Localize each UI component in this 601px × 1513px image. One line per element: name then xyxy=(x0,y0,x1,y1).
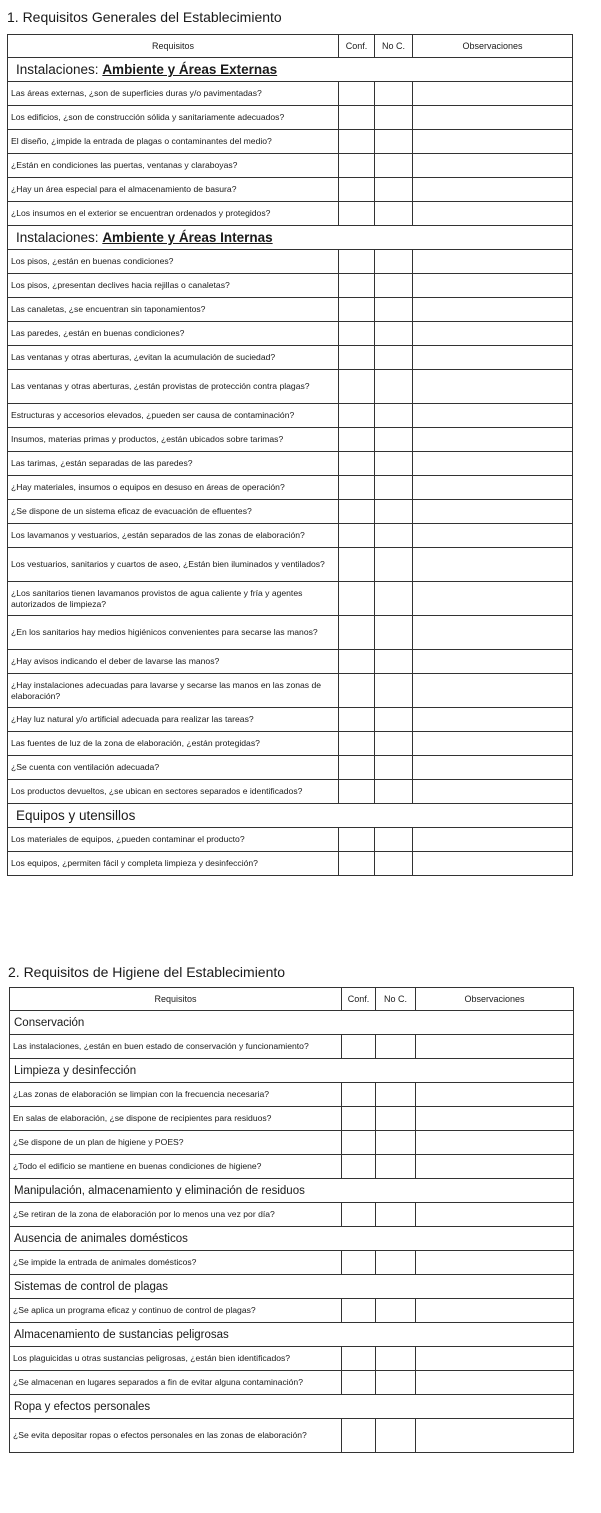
requirement-text: Las áreas externas, ¿son de superficies duras y/o pavimentadas? xyxy=(8,82,339,106)
group-title-prefix: Equipos y utensillos xyxy=(16,808,136,823)
observaciones-cell[interactable] xyxy=(413,476,573,500)
group-header xyxy=(8,226,573,250)
header-conf: Conf. xyxy=(339,35,375,58)
table-row xyxy=(8,756,573,780)
conf-cell[interactable] xyxy=(339,732,375,756)
table-row xyxy=(10,1299,574,1323)
group-title-prefix: Sistemas de control de plagas xyxy=(14,1280,169,1293)
no-c-cell[interactable] xyxy=(375,82,413,106)
requirement-text: Los equipos, ¿permiten fácil y completa limpieza y desinfección? xyxy=(8,852,339,876)
requirement-text: ¿Se evita depositar ropas o efectos personales en las zonas de elaboración? xyxy=(10,1419,342,1453)
requirement-text: ¿Las zonas de elaboración se limpian con la frecuencia necesaria? xyxy=(10,1083,342,1107)
table-row xyxy=(8,732,573,756)
conf-cell[interactable] xyxy=(339,852,375,876)
no-c-cell[interactable] xyxy=(375,274,413,298)
observaciones-cell[interactable] xyxy=(416,1251,574,1275)
observaciones-cell[interactable] xyxy=(413,82,573,106)
table-row xyxy=(8,404,573,428)
table-row xyxy=(8,476,573,500)
no-c-cell[interactable] xyxy=(375,202,413,226)
conf-cell[interactable] xyxy=(339,178,375,202)
group-header xyxy=(10,1275,574,1299)
group-header xyxy=(10,1395,574,1419)
no-c-cell[interactable] xyxy=(375,524,413,548)
table-row xyxy=(10,1203,574,1227)
table-row xyxy=(8,674,573,708)
observaciones-cell[interactable] xyxy=(413,828,573,852)
checklist-table-general xyxy=(7,34,573,876)
header-observaciones: Observaciones xyxy=(413,35,573,58)
table-row xyxy=(8,154,573,178)
table-row xyxy=(10,1131,574,1155)
conf-cell[interactable] xyxy=(339,582,375,616)
conf-cell[interactable] xyxy=(339,130,375,154)
conf-cell[interactable] xyxy=(339,548,375,582)
no-c-cell[interactable] xyxy=(376,1419,416,1453)
requirement-text: ¿Están en condiciones las puertas, ventanas y claraboyas? xyxy=(8,154,339,178)
header-requisitos: Requisitos xyxy=(10,988,342,1011)
table-row xyxy=(8,428,573,452)
no-c-cell[interactable] xyxy=(375,780,413,804)
conf-cell[interactable] xyxy=(339,500,375,524)
table-row xyxy=(8,548,573,582)
conf-cell[interactable] xyxy=(339,674,375,708)
conf-cell[interactable] xyxy=(342,1347,376,1371)
requirement-text: Las ventanas y otras aberturas, ¿evitan la acumulación de suciedad? xyxy=(8,346,339,370)
requirement-text: ¿Se dispone de un plan de higiene y POES? xyxy=(10,1131,342,1155)
requirement-text: ¿Se cuenta con ventilación adecuada? xyxy=(8,756,339,780)
no-c-cell[interactable] xyxy=(375,650,413,674)
table-row xyxy=(8,616,573,650)
table-row xyxy=(10,1347,574,1371)
table-row xyxy=(8,370,573,404)
table-row xyxy=(8,852,573,876)
conf-cell[interactable] xyxy=(339,404,375,428)
observaciones-cell[interactable] xyxy=(416,1203,574,1227)
table-row xyxy=(8,524,573,548)
conf-cell[interactable] xyxy=(342,1419,376,1453)
observaciones-cell[interactable] xyxy=(413,452,573,476)
no-c-cell[interactable] xyxy=(376,1107,416,1131)
group-title xyxy=(8,804,573,828)
no-c-cell[interactable] xyxy=(375,370,413,404)
group-title-prefix: Instalaciones: xyxy=(16,62,103,77)
observaciones-cell[interactable] xyxy=(413,178,573,202)
table-row xyxy=(10,1371,574,1395)
table-row xyxy=(10,1155,574,1179)
group-title-prefix: Instalaciones: xyxy=(16,230,103,245)
no-c-cell[interactable] xyxy=(375,346,413,370)
table-row xyxy=(8,452,573,476)
requirement-text: Las instalaciones, ¿están en buen estado de conservación y funcionamiento? xyxy=(10,1035,342,1059)
group-title xyxy=(10,1059,574,1083)
conf-cell[interactable] xyxy=(339,780,375,804)
conf-cell[interactable] xyxy=(339,274,375,298)
no-c-cell[interactable] xyxy=(375,452,413,476)
group-title-prefix: Almacenamiento de sustancias peligrosas xyxy=(14,1328,229,1341)
header-requisitos: Requisitos xyxy=(8,35,339,58)
observaciones-cell[interactable] xyxy=(413,616,573,650)
table-row xyxy=(10,1107,574,1131)
no-c-cell[interactable] xyxy=(375,428,413,452)
table-header-row xyxy=(8,35,573,58)
requirement-text: ¿Los sanitarios tienen lavamanos provistos de agua caliente y fría y agentes autorizados de limpieza? xyxy=(8,582,339,616)
conf-cell[interactable] xyxy=(339,476,375,500)
no-c-cell[interactable] xyxy=(375,582,413,616)
requirement-text: ¿Hay materiales, insumos o equipos en desuso en áreas de operación? xyxy=(8,476,339,500)
group-header xyxy=(10,1323,574,1347)
no-c-cell[interactable] xyxy=(376,1251,416,1275)
no-c-cell[interactable] xyxy=(375,298,413,322)
header-observaciones: Observaciones xyxy=(416,988,574,1011)
observaciones-cell[interactable] xyxy=(413,500,573,524)
observaciones-cell[interactable] xyxy=(413,732,573,756)
requirement-text: ¿Todo el edificio se mantiene en buenas condiciones de higiene? xyxy=(10,1155,342,1179)
observaciones-cell[interactable] xyxy=(413,130,573,154)
conf-cell[interactable] xyxy=(339,82,375,106)
table-row xyxy=(8,250,573,274)
table-row xyxy=(8,202,573,226)
observaciones-cell[interactable] xyxy=(413,370,573,404)
no-c-cell[interactable] xyxy=(375,322,413,346)
conf-cell[interactable] xyxy=(342,1155,376,1179)
conf-cell[interactable] xyxy=(339,346,375,370)
observaciones-cell[interactable] xyxy=(413,674,573,708)
observaciones-cell[interactable] xyxy=(416,1083,574,1107)
observaciones-cell[interactable] xyxy=(413,708,573,732)
group-title-prefix: Limpieza y desinfección xyxy=(14,1064,137,1077)
no-c-cell[interactable] xyxy=(375,250,413,274)
requirement-text: El diseño, ¿impide la entrada de plagas o contaminantes del medio? xyxy=(8,130,339,154)
header-no-c: No C. xyxy=(376,988,416,1011)
group-title-prefix: Ausencia de animales domésticos xyxy=(14,1232,188,1245)
requirement-text: ¿Hay instalaciones adecuadas para lavarse y secarse las manos en las zonas de elaboración? xyxy=(8,674,339,708)
table-header-row xyxy=(10,988,574,1011)
table-row xyxy=(8,298,573,322)
group-header xyxy=(10,1011,574,1035)
requirement-text: Las canaletas, ¿se encuentran sin taponamientos? xyxy=(8,298,339,322)
no-c-cell[interactable] xyxy=(376,1155,416,1179)
table-row xyxy=(8,708,573,732)
conf-cell[interactable] xyxy=(342,1371,376,1395)
conf-cell[interactable] xyxy=(339,106,375,130)
conf-cell[interactable] xyxy=(339,828,375,852)
conf-cell[interactable] xyxy=(342,1299,376,1323)
requirement-text: Insumos, materias primas y productos, ¿están ubicados sobre tarimas? xyxy=(8,428,339,452)
observaciones-cell[interactable] xyxy=(413,852,573,876)
group-title xyxy=(8,58,573,82)
conf-cell[interactable] xyxy=(339,452,375,476)
table-row xyxy=(8,322,573,346)
no-c-cell[interactable] xyxy=(376,1299,416,1323)
conf-cell[interactable] xyxy=(339,708,375,732)
table-row xyxy=(8,828,573,852)
table-row xyxy=(8,582,573,616)
observaciones-cell[interactable] xyxy=(413,650,573,674)
table-row xyxy=(8,500,573,524)
table-row xyxy=(8,106,573,130)
section1-title: 1. Requisitos Generales del Establecimiento xyxy=(7,9,282,25)
group-title xyxy=(10,1227,574,1251)
observaciones-cell[interactable] xyxy=(413,428,573,452)
table-row xyxy=(10,1251,574,1275)
no-c-cell[interactable] xyxy=(375,548,413,582)
no-c-cell[interactable] xyxy=(375,828,413,852)
no-c-cell[interactable] xyxy=(376,1203,416,1227)
requirement-text: ¿Los insumos en el exterior se encuentran ordenados y protegidos? xyxy=(8,202,339,226)
conf-cell[interactable] xyxy=(339,650,375,674)
table-row xyxy=(8,780,573,804)
no-c-cell[interactable] xyxy=(376,1083,416,1107)
conf-cell[interactable] xyxy=(342,1203,376,1227)
requirement-text: Las paredes, ¿están en buenas condiciones? xyxy=(8,322,339,346)
conf-cell[interactable] xyxy=(339,202,375,226)
table-row xyxy=(10,1083,574,1107)
no-c-cell[interactable] xyxy=(375,616,413,650)
group-title xyxy=(10,1011,574,1035)
group-header xyxy=(8,804,573,828)
requirement-text: ¿Se aplica un programa eficaz y continuo de control de plagas? xyxy=(10,1299,342,1323)
observaciones-cell[interactable] xyxy=(413,404,573,428)
observaciones-cell[interactable] xyxy=(413,756,573,780)
no-c-cell[interactable] xyxy=(375,732,413,756)
requirement-text: ¿Se dispone de un sistema eficaz de evacuación de efluentes? xyxy=(8,500,339,524)
table-row xyxy=(8,274,573,298)
conf-cell[interactable] xyxy=(339,298,375,322)
group-header xyxy=(10,1179,574,1203)
no-c-cell[interactable] xyxy=(375,476,413,500)
group-header xyxy=(8,58,573,82)
requirement-text: ¿Hay avisos indicando el deber de lavarse las manos? xyxy=(8,650,339,674)
group-title-prefix: Manipulación, almacenamiento y eliminación de residuos xyxy=(14,1184,305,1197)
observaciones-cell[interactable] xyxy=(416,1299,574,1323)
conf-cell[interactable] xyxy=(339,428,375,452)
requirement-text: ¿Hay luz natural y/o artificial adecuada para realizar las tareas? xyxy=(8,708,339,732)
requirement-text: ¿Se almacenan en lugares separados a fin de evitar alguna contaminación? xyxy=(10,1371,342,1395)
no-c-cell[interactable] xyxy=(375,756,413,780)
requirement-text: Los vestuarios, sanitarios y cuartos de aseo, ¿Están bien iluminados y ventilados? xyxy=(8,548,339,582)
requirement-text: Los edificios, ¿son de construcción sólida y sanitariamente adecuados? xyxy=(8,106,339,130)
observaciones-cell[interactable] xyxy=(416,1347,574,1371)
observaciones-cell[interactable] xyxy=(416,1155,574,1179)
conf-cell[interactable] xyxy=(342,1251,376,1275)
group-title xyxy=(8,226,573,250)
requirement-text: Los lavamanos y vestuarios, ¿están separados de las zonas de elaboración? xyxy=(8,524,339,548)
no-c-cell[interactable] xyxy=(376,1035,416,1059)
requirement-text: ¿Se impide la entrada de animales domésticos? xyxy=(10,1251,342,1275)
group-title-prefix: Conservación xyxy=(14,1016,85,1029)
table-row xyxy=(8,346,573,370)
checklist-table-higiene xyxy=(9,987,574,1453)
observaciones-cell[interactable] xyxy=(413,548,573,582)
observaciones-cell[interactable] xyxy=(416,1107,574,1131)
table-row xyxy=(10,1035,574,1059)
no-c-cell[interactable] xyxy=(375,674,413,708)
group-title xyxy=(10,1179,574,1203)
table-row xyxy=(8,650,573,674)
observaciones-cell[interactable] xyxy=(413,154,573,178)
conf-cell[interactable] xyxy=(339,370,375,404)
header-conf: Conf. xyxy=(342,988,376,1011)
requirement-text: Los pisos, ¿están en buenas condiciones? xyxy=(8,250,339,274)
no-c-cell[interactable] xyxy=(375,404,413,428)
requirement-text: Los plaguicidas u otras sustancias peligrosas, ¿están bien identificados? xyxy=(10,1347,342,1371)
group-title-prefix: Ropa y efectos personales xyxy=(14,1400,151,1413)
observaciones-cell[interactable] xyxy=(416,1371,574,1395)
conf-cell[interactable] xyxy=(342,1131,376,1155)
no-c-cell[interactable] xyxy=(375,500,413,524)
observaciones-cell[interactable] xyxy=(416,1035,574,1059)
conf-cell[interactable] xyxy=(339,616,375,650)
observaciones-cell[interactable] xyxy=(413,250,573,274)
group-title-emphasis: Ambiente y Áreas Externas xyxy=(102,62,278,77)
observaciones-cell[interactable] xyxy=(413,582,573,616)
no-c-cell[interactable] xyxy=(375,154,413,178)
conf-cell[interactable] xyxy=(339,250,375,274)
conf-cell[interactable] xyxy=(339,322,375,346)
observaciones-cell[interactable] xyxy=(416,1131,574,1155)
requirement-text: Las ventanas y otras aberturas, ¿están provistas de protección contra plagas? xyxy=(8,370,339,404)
header-no-c: No C. xyxy=(375,35,413,58)
no-c-cell[interactable] xyxy=(375,852,413,876)
observaciones-cell[interactable] xyxy=(413,780,573,804)
section2-title: 2. Requisitos de Higiene del Establecimiento xyxy=(8,964,286,980)
conf-cell[interactable] xyxy=(342,1035,376,1059)
requirement-text: Los materiales de equipos, ¿pueden contaminar el producto? xyxy=(8,828,339,852)
observaciones-cell[interactable] xyxy=(413,298,573,322)
observaciones-cell[interactable] xyxy=(413,274,573,298)
group-header xyxy=(10,1227,574,1251)
table-row xyxy=(8,82,573,106)
conf-cell[interactable] xyxy=(342,1083,376,1107)
group-title-emphasis: Ambiente y Áreas Internas xyxy=(102,230,273,245)
observaciones-cell[interactable] xyxy=(413,322,573,346)
conf-cell[interactable] xyxy=(339,524,375,548)
no-c-cell[interactable] xyxy=(376,1131,416,1155)
requirement-text: Las tarimas, ¿están separadas de las paredes? xyxy=(8,452,339,476)
observaciones-cell[interactable] xyxy=(413,202,573,226)
group-title xyxy=(10,1275,574,1299)
requirement-text: ¿Se retiran de la zona de elaboración por lo menos una vez por día? xyxy=(10,1203,342,1227)
requirement-text: En salas de elaboración, ¿se dispone de recipientes para residuos? xyxy=(10,1107,342,1131)
requirement-text: Las fuentes de luz de la zona de elaboración, ¿están protegidas? xyxy=(8,732,339,756)
conf-cell[interactable] xyxy=(339,154,375,178)
requirement-text: Los productos devueltos, ¿se ubican en sectores separados e identificados? xyxy=(8,780,339,804)
no-c-cell[interactable] xyxy=(375,106,413,130)
observaciones-cell[interactable] xyxy=(413,524,573,548)
conf-cell[interactable] xyxy=(339,756,375,780)
group-title xyxy=(10,1395,574,1419)
table-row xyxy=(8,178,573,202)
no-c-cell[interactable] xyxy=(375,178,413,202)
table-row xyxy=(8,130,573,154)
no-c-cell[interactable] xyxy=(375,130,413,154)
requirement-text: ¿Hay un área especial para el almacenamiento de basura? xyxy=(8,178,339,202)
requirement-text: ¿En los sanitarios hay medios higiénicos convenientes para secarse las manos? xyxy=(8,616,339,650)
observaciones-cell[interactable] xyxy=(413,106,573,130)
observaciones-cell[interactable] xyxy=(413,346,573,370)
no-c-cell[interactable] xyxy=(376,1347,416,1371)
requirement-text: Estructuras y accesorios elevados, ¿pueden ser causa de contaminación? xyxy=(8,404,339,428)
conf-cell[interactable] xyxy=(342,1107,376,1131)
no-c-cell[interactable] xyxy=(376,1371,416,1395)
group-header xyxy=(10,1059,574,1083)
no-c-cell[interactable] xyxy=(375,708,413,732)
table-row xyxy=(10,1419,574,1453)
observaciones-cell[interactable] xyxy=(416,1419,574,1453)
requirement-text: Los pisos, ¿presentan declives hacia rejillas o canaletas? xyxy=(8,274,339,298)
group-title xyxy=(10,1323,574,1347)
